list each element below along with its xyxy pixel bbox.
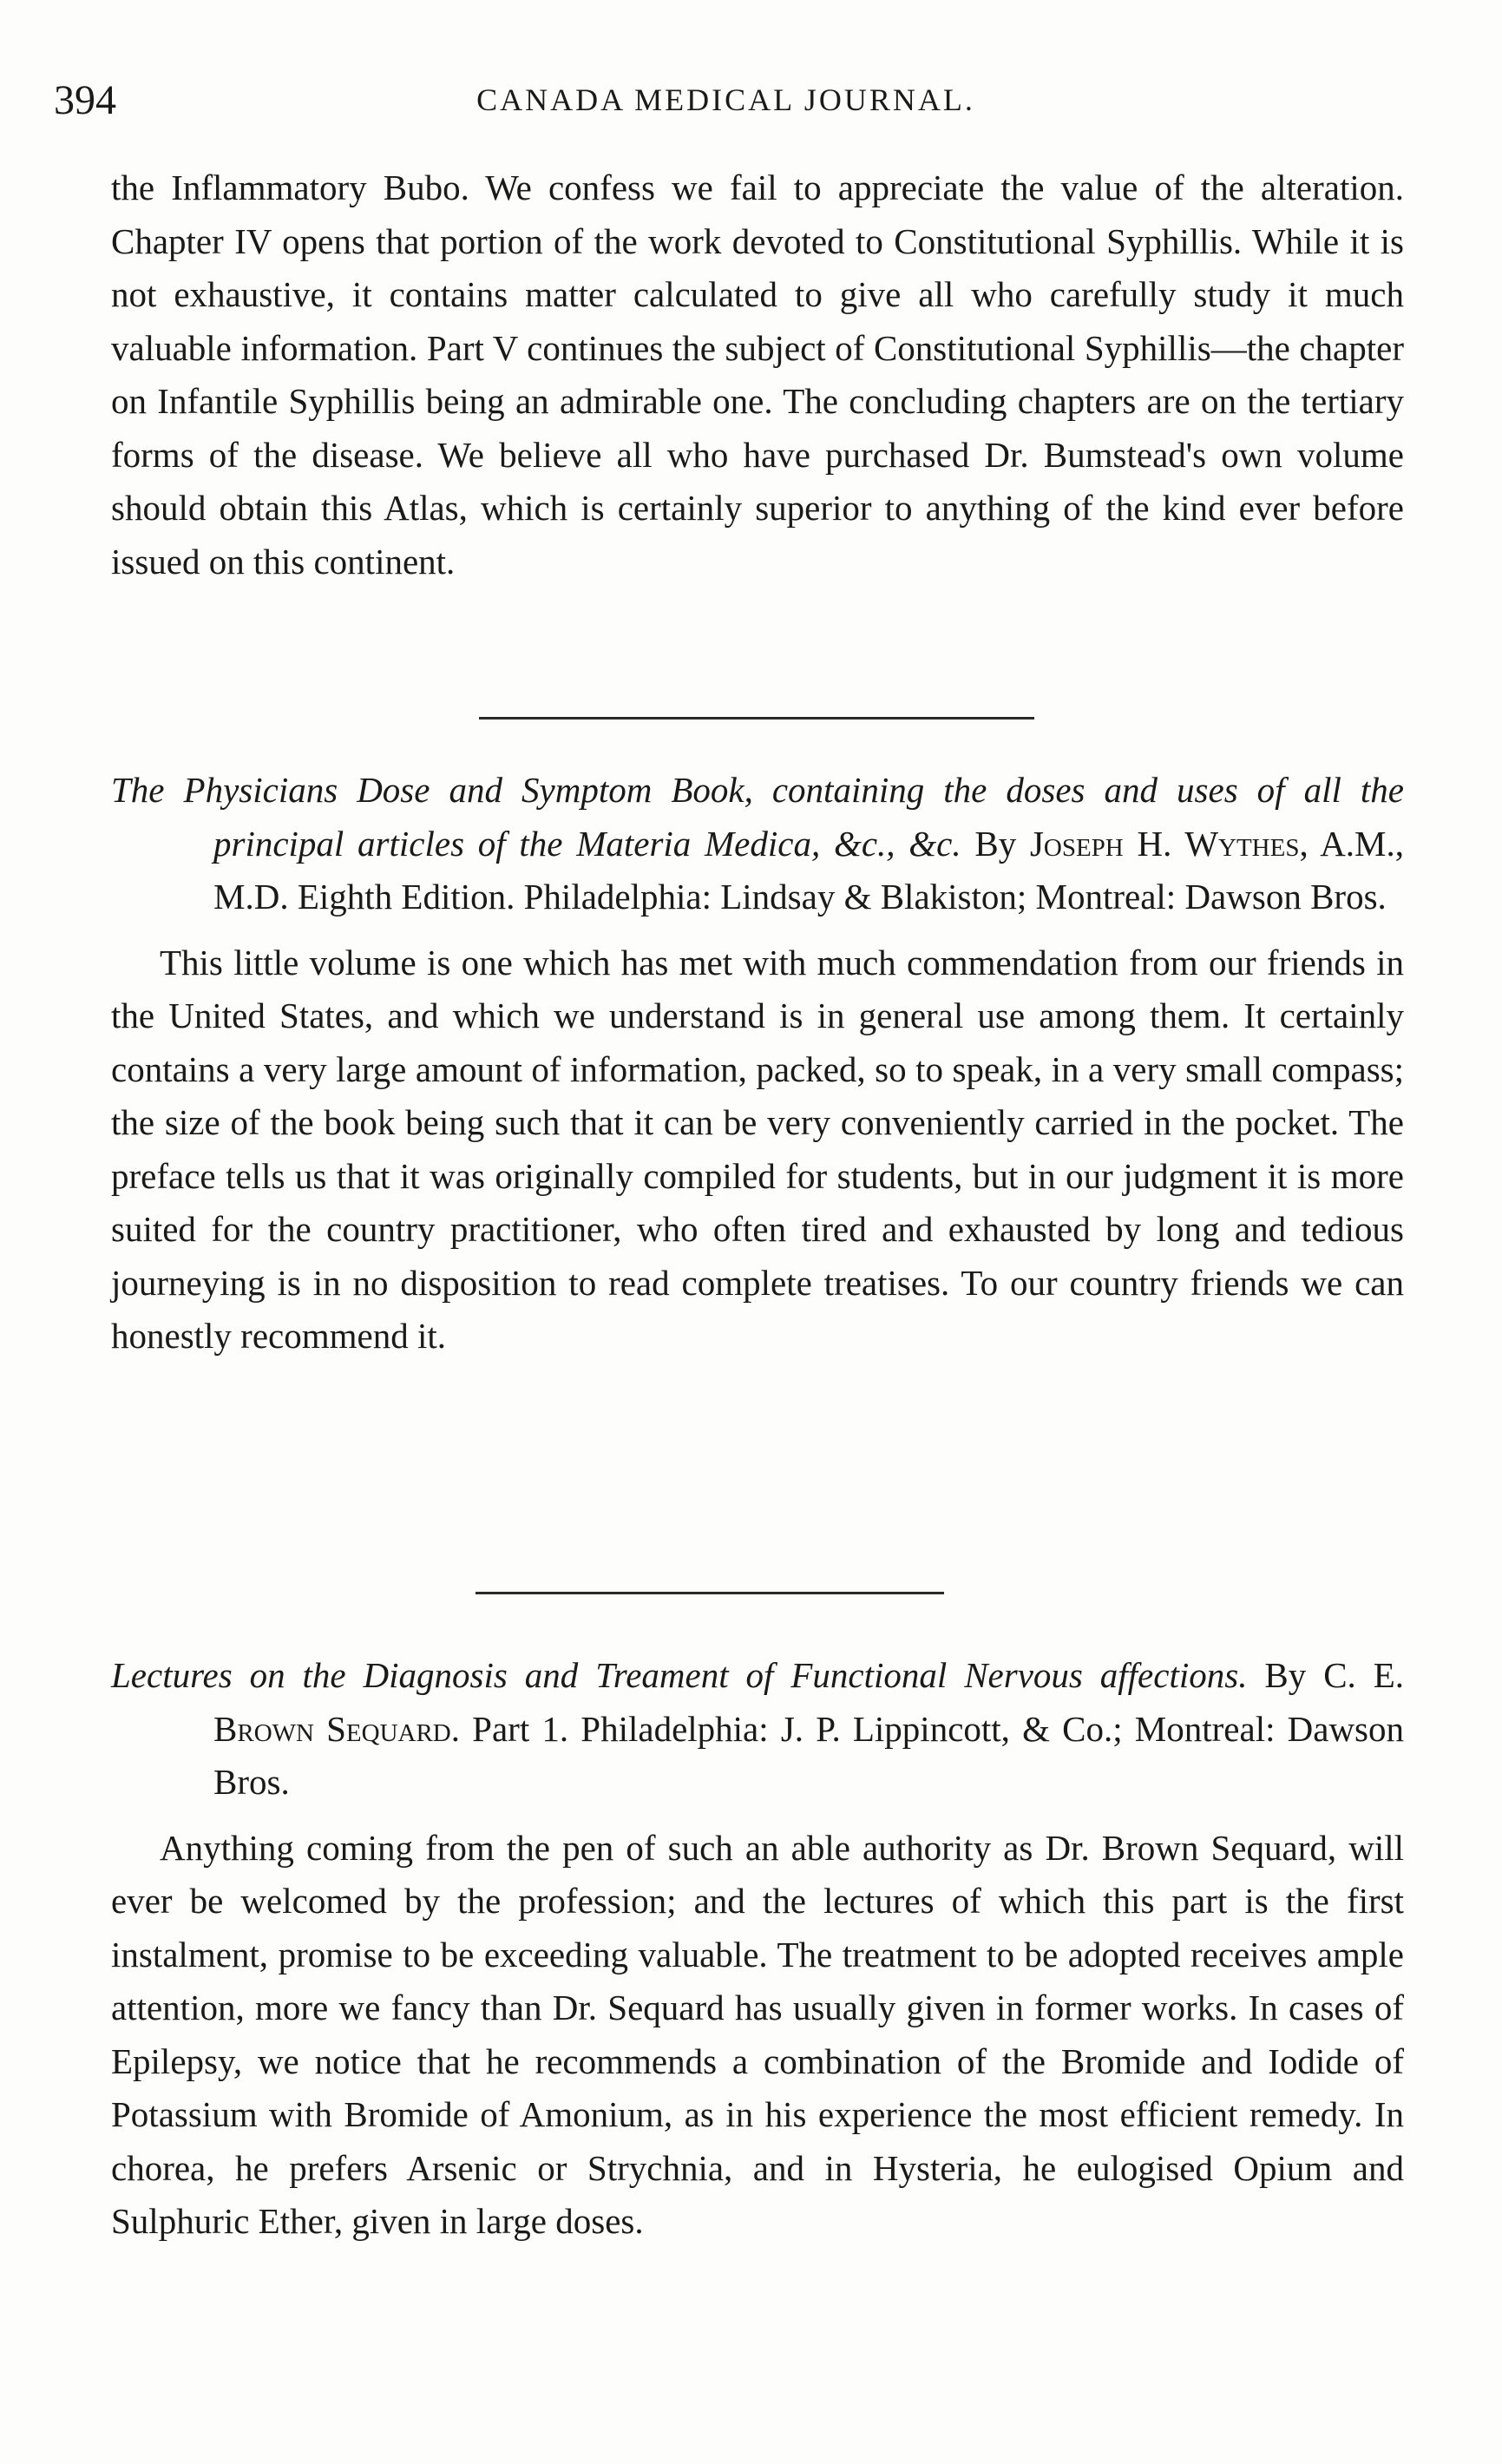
book-title: Lectures on the Diagnosis and Treament of Functional Nervous affections.	[111, 1655, 1248, 1695]
review-physicians-dose-book	[111, 764, 1404, 1363]
review-heading	[111, 764, 1404, 924]
continuation-paragraph: the Inflammatory Bubo. We confess we fail to appreciate the value of the alteration. Chapter IV opens that portion of the work devoted to Constitutional Syphillis. While it is not exhaustive, it contains matter calculated to give all who carefully study it much valuable information. Part V continues the subject of Constitutional Syphillis—the chapter on Infantile Syphillis being an admirable one. The concluding chapters are on the tertiary forms of the disease. We believe all who have purchased Dr. Bumstead's own volume should obtain this Atlas, which is certainly superior to anything of the kind ever before issued on this continent.	[111, 168, 1404, 582]
review-body: Anything coming from the pen of such an able authority as Dr. Brown Sequard, will ever be welcomed by the profession; and the lectures of which this part is the first instalment, promise to be exceeding valuable. The treatment to be adopted receives ample attention, more we fancy than Dr. Sequard has usually given in former works. In cases of Epilepsy, we notice that he recommends a combination of the Bromide and Iodide of Potassium with Bromide of Amonium, as in his experience the most efficient remedy. In chorea, he prefers Arsenic or Strychnia, and in Hysteria, he eulogised Opium and Sulphuric Ether, given in large doses.	[111, 1827, 1404, 2241]
page-number: 394	[54, 77, 116, 123]
page-header	[54, 76, 1398, 137]
continuation-section	[111, 161, 1404, 588]
section-divider	[476, 1592, 944, 1594]
book-publication: Eighth Edition. Philadelphia: Lindsay & Blakiston; Montreal: Dawson Bros.	[297, 877, 1387, 917]
book-publication: Part 1. Philadelphia: J. P. Lippincott, & Co.; Montreal: Dawson Bros.	[213, 1708, 1405, 1802]
by-label: By	[1264, 1655, 1307, 1695]
section-divider	[479, 717, 1034, 719]
review-brown-sequard-lectures	[111, 1649, 1404, 2249]
review-body: This little volume is one which has met with much commendation from our friends in the United States, and which we understand is in general use among them. It certainly contains a very large amount of information, packed, so to speak, in a very small compass; the size of the book being such that it can be very conveniently carried in the pocket. The preface tells us that it was originally compiled for students, but in our judgment it is more suited for the country practitioner, who often tired and exhausted by long and tedious journeying is in no disposition to read complete treatises. To our country friends we can honestly recommend it.	[111, 942, 1404, 1356]
book-author: Joseph H. Wythes, A.M., M.D.	[213, 823, 1405, 917]
book-title: The Physicians Dose and Symptom Book, containing the doses and uses of all the principal articles of the Materia Medica, &c., &c.	[111, 770, 1404, 864]
running-title: CANADA MEDICAL JOURNAL.	[476, 82, 975, 117]
review-heading	[111, 1649, 1404, 1810]
book-author: C. E. Brown Sequard.	[213, 1655, 1405, 1749]
by-label: By	[974, 823, 1017, 864]
